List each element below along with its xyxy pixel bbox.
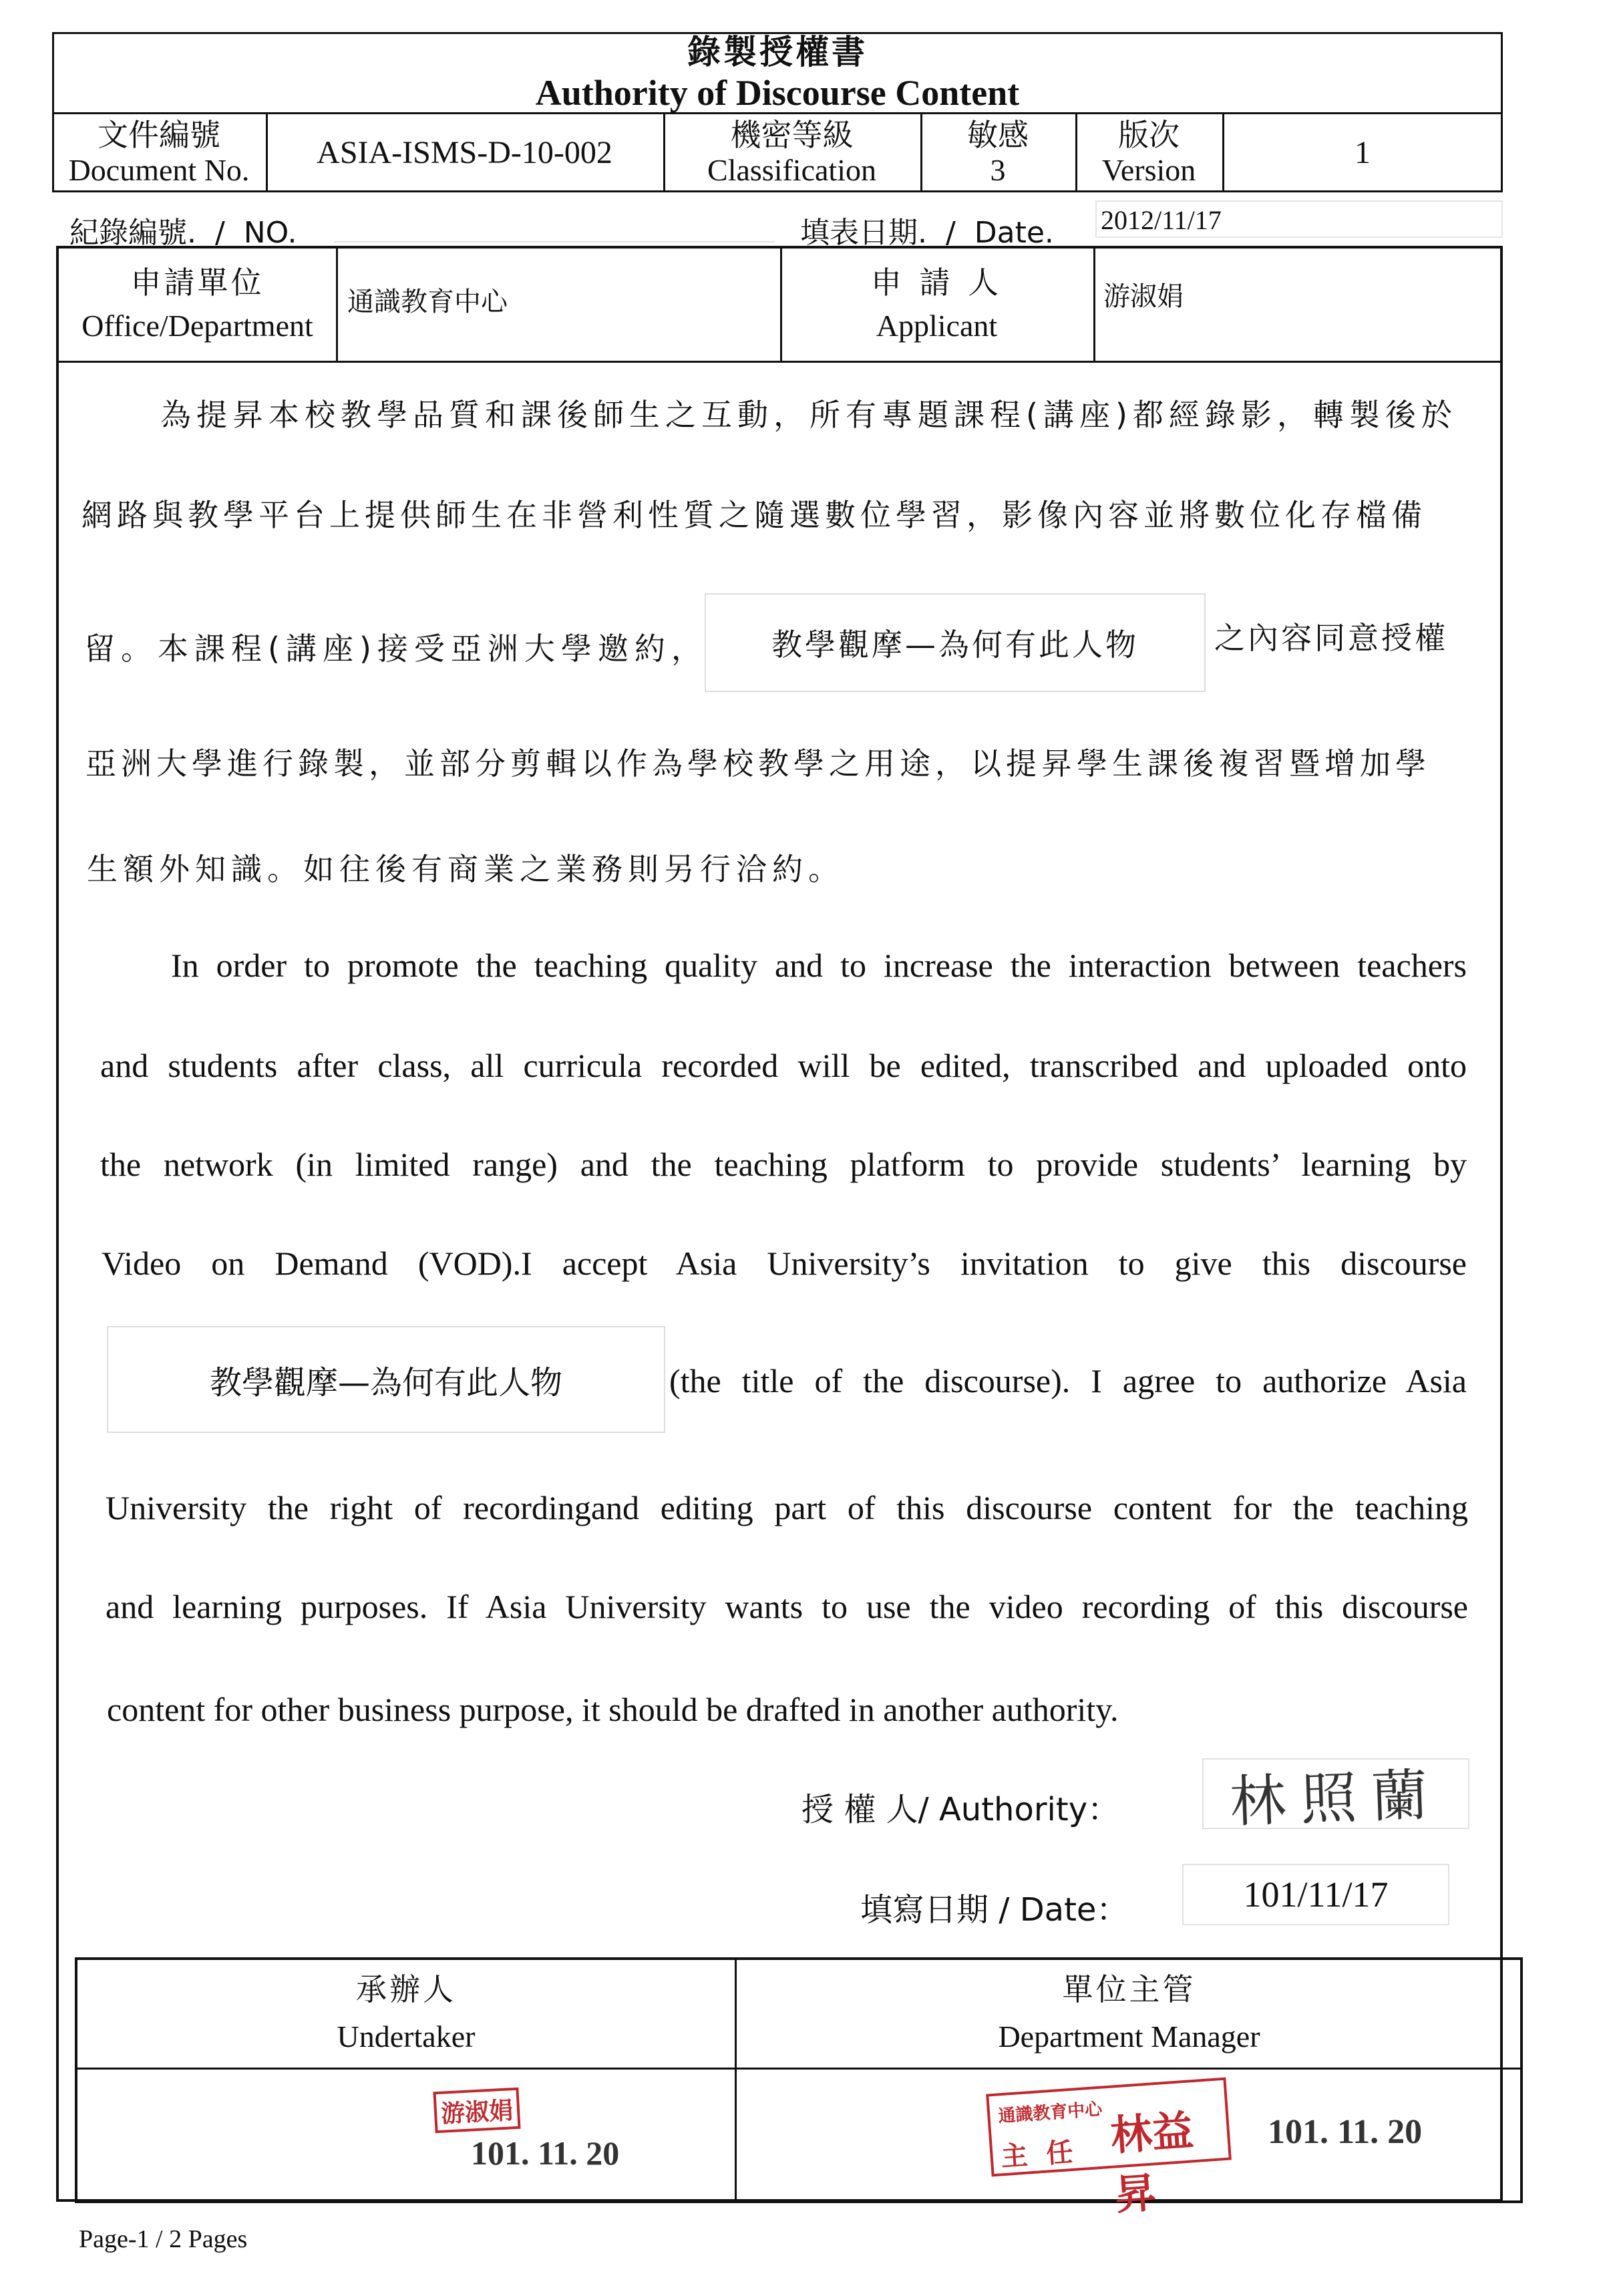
- manager-date-stamp: 101. 11. 20: [1268, 2113, 1423, 2151]
- page-number: Page-1 / 2 Pages: [79, 2225, 248, 2253]
- body-zh-line-4: 亞洲大學進行錄製，並部分剪輯以作為學校教學之用途，以提昇學生課後複習暨增加學: [85, 746, 1431, 782]
- applicant-value: 游淑娟: [1103, 281, 1184, 312]
- approval-header-divider: [75, 2068, 1523, 2070]
- body-zh-line-1: 為提昇本校教學品質和課後師生之互動，所有專題課程(講座)都經錄影，轉製後於: [160, 397, 1457, 433]
- zh-course-title-box: [705, 593, 1206, 692]
- office-value: 通識教育中心: [347, 287, 508, 317]
- body-en-line-7: and learning purposes. If Asia University wants to use the video recording of this discourse: [106, 1588, 1468, 1625]
- title-en: Authority of Discourse Content: [535, 72, 1020, 113]
- body-en-line-2: and students after class, all curricula recorded will be edited, transcribed and uploaded onto: [100, 1047, 1467, 1084]
- body-en-line-8: content for other business purpose, it should be drafted in another authority.: [107, 1691, 1119, 1728]
- applicant-row-bottom: [56, 361, 1503, 363]
- doc-no-value: ASIA-ISMS-D-10-002: [317, 135, 612, 171]
- fill-date-label: 填寫日期 / Date：: [860, 1891, 1129, 1929]
- fill-date-value: 101/11/17: [1243, 1874, 1389, 1915]
- body-zh-line-3-post: 之內容同意授權: [1214, 620, 1448, 656]
- doc-no-label: 文件編號 Document No.: [68, 117, 250, 187]
- sensitivity-cell: 敏感 3: [967, 117, 1029, 187]
- form-date-value: 2012/11/17: [1095, 200, 1503, 238]
- en-course-title: 教學觀摩—為何有此人物: [209, 1363, 562, 1402]
- applicant-label: 申 請 人 Applicant: [870, 265, 1003, 343]
- body-en-line-6: University the right of recordingand editing part of this discourse content for the teaching: [106, 1489, 1468, 1526]
- authority-label: 授 權 人/ Authority：: [801, 1791, 1120, 1828]
- version-value: 1: [1355, 135, 1371, 171]
- undertaker-stamp: 游淑娟: [433, 2088, 520, 2134]
- col-divider: [336, 247, 338, 361]
- authority-signature-box: [1202, 1758, 1469, 1835]
- record-no-field: [334, 204, 775, 242]
- classification-label: 機密等級 Classification: [707, 117, 876, 187]
- body-en-line-1: In order to promote the teaching quality and to increase the interaction between teachers: [171, 947, 1467, 984]
- version-label: 版次 Version: [1101, 117, 1196, 187]
- undertaker-date-stamp: 101. 11. 20: [471, 2134, 620, 2172]
- authority-signature: 林照蘭: [1228, 1761, 1443, 1835]
- manager-label: 單位主管 Department Manager: [998, 1971, 1260, 2054]
- form-date-label: 填表日期. / Date.: [800, 216, 1054, 250]
- body-en-line-5-post: (the title of the discourse). I agree to authorize Asia: [669, 1362, 1467, 1400]
- undertaker-label: 承辦人 Undertaker: [337, 1971, 476, 2054]
- en-course-title-box: [107, 1326, 665, 1433]
- office-label: 申請單位 Office/Department: [81, 265, 313, 343]
- fill-date-box: [1182, 1864, 1449, 1925]
- record-no-label: 紀錄編號. / NO.: [69, 216, 297, 250]
- document-title: [52, 35, 1503, 112]
- title-zh: 錄製授權書: [687, 33, 868, 72]
- body-zh-line-5: 生額外知識。如往後有商業之業務則另行洽約。: [87, 851, 844, 887]
- zh-course-title: 教學觀摩—為何有此人物: [771, 627, 1139, 663]
- body-en-line-3: the network (in limited range) and the teaching platform to provide students’ learning by: [100, 1146, 1467, 1183]
- manager-stamp: 通識教育中心 主 任 林益昇: [986, 2078, 1232, 2177]
- body-zh-line-3-pre: 留。本課程(講座)接受亞洲大學邀約，: [84, 631, 708, 667]
- body-zh-line-2: 網路與教學平台上提供師生在非營利性質之隨選數位學習，影像內容並將數位化存檔備: [81, 497, 1427, 533]
- col-divider: [1093, 247, 1095, 361]
- body-en-line-4: Video on Demand (VOD).I accept Asia University’s invitation to give this discourse: [102, 1245, 1467, 1282]
